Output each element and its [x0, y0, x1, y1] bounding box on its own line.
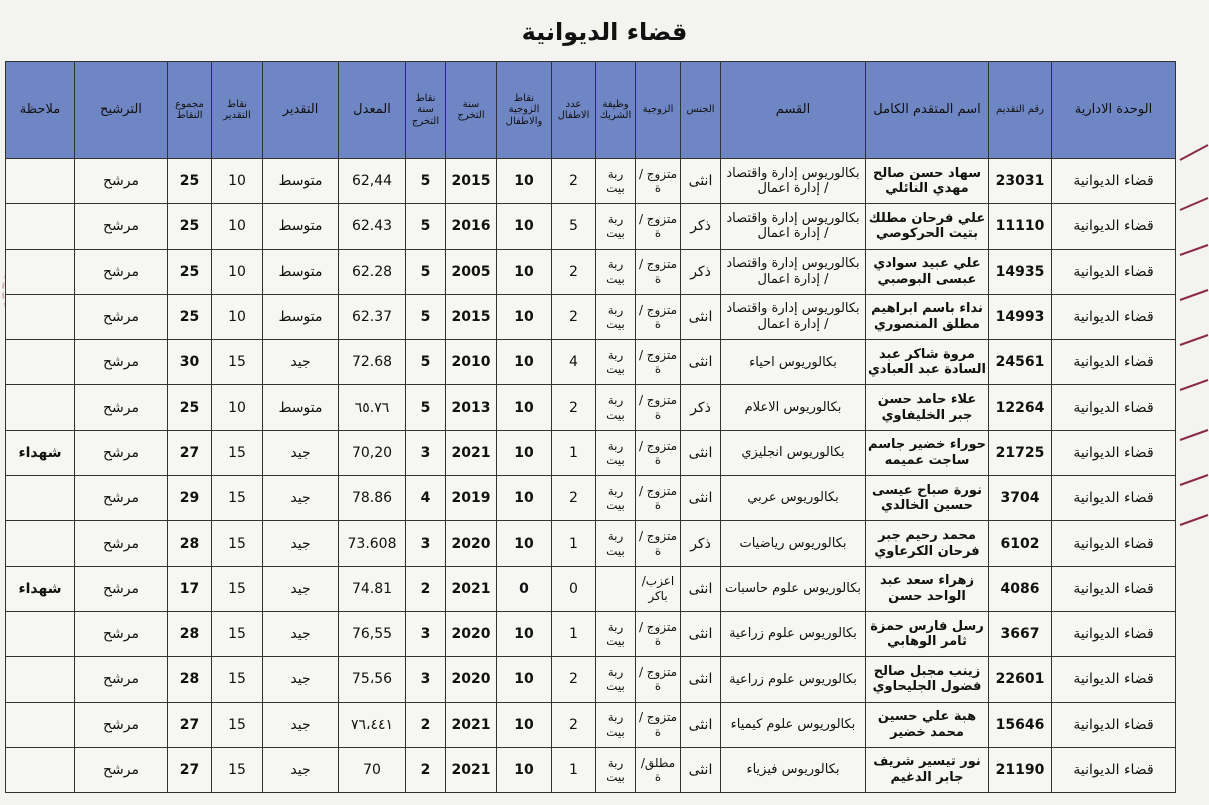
cell-note	[6, 747, 75, 792]
table-row	[6, 657, 1176, 702]
cell-note: شهداء	[6, 430, 75, 475]
cell-grade: متوسط	[263, 385, 339, 430]
cell-grad-year: 2020	[446, 657, 497, 702]
cell-nomination: مرشح	[75, 702, 168, 747]
cell-children: 1	[552, 747, 596, 792]
cell-gender: ذكر	[681, 385, 721, 430]
cell-children: 2	[552, 294, 596, 339]
table-row	[6, 385, 1176, 430]
cell-nomination: مرشح	[75, 385, 168, 430]
cell-grade: جيد	[263, 521, 339, 566]
cell-children: 2	[552, 702, 596, 747]
cell-spouse-children-points: 10	[497, 611, 552, 656]
cell-marital: مطلق/ ة	[636, 747, 681, 792]
cell-marital: متزوج /ة	[636, 249, 681, 294]
cell-marital: متزوج /ة	[636, 611, 681, 656]
cell-total-points: 27	[168, 430, 212, 475]
table-row	[6, 249, 1176, 294]
cell-gender: ذكر	[681, 521, 721, 566]
cell-nomination: مرشح	[75, 747, 168, 792]
cell-grad-year-points: 3	[406, 430, 446, 475]
cell-children: 5	[552, 204, 596, 249]
cell-app-no: 12264	[989, 385, 1052, 430]
cell-unit: قضاء الديوانية	[1052, 566, 1176, 611]
cell-grad-year: 2021	[446, 702, 497, 747]
cell-marital: متزوج /ة	[636, 430, 681, 475]
cell-grade: متوسط	[263, 249, 339, 294]
cell-gender: انثى	[681, 430, 721, 475]
cell-children: 2	[552, 657, 596, 702]
cell-marital: متزوج /ة	[636, 476, 681, 521]
cell-unit: قضاء الديوانية	[1052, 476, 1176, 521]
cell-grad-year-points: 3	[406, 657, 446, 702]
col-header-grad-year-points: نقاط سنة التخرج	[406, 62, 446, 159]
cell-grade-points: 10	[212, 159, 263, 204]
table-row	[6, 476, 1176, 521]
cell-grad-year-points: 4	[406, 476, 446, 521]
cell-dept: بكالوريوس احياء	[721, 340, 866, 385]
cell-grade-points: 10	[212, 294, 263, 339]
cell-app-no: 3704	[989, 476, 1052, 521]
cell-grad-year: 2021	[446, 430, 497, 475]
cell-app-no: 24561	[989, 340, 1052, 385]
cell-gender: انثى	[681, 159, 721, 204]
cell-grad-year-points: 5	[406, 204, 446, 249]
cell-gender: انثى	[681, 702, 721, 747]
cell-note	[6, 702, 75, 747]
cell-gender: انثى	[681, 657, 721, 702]
cell-children: 2	[552, 385, 596, 430]
col-header-note: ملاحظة	[6, 62, 75, 159]
cell-name: محمد رحيم جبر فرحان الكرعاوي	[866, 521, 989, 566]
cell-grade: جيد	[263, 657, 339, 702]
cell-gender: انثى	[681, 294, 721, 339]
cell-spouse-children-points: 10	[497, 340, 552, 385]
cell-app-no: 22601	[989, 657, 1052, 702]
cell-children: 1	[552, 521, 596, 566]
cell-nomination: مرشح	[75, 159, 168, 204]
cell-spouse-job: ربة بيت	[596, 702, 636, 747]
cell-spouse-job: ربة بيت	[596, 476, 636, 521]
cell-grade-points: 15	[212, 476, 263, 521]
col-header-marital: الزوجية	[636, 62, 681, 159]
cell-name: هبة علي حسين محمد خضير	[866, 702, 989, 747]
cell-total-points: 17	[168, 566, 212, 611]
cell-name: علي عبيد سوادي عبسى البوصبي	[866, 249, 989, 294]
cell-name: نداء باسم ابراهيم مطلق المنصوري	[866, 294, 989, 339]
cell-spouse-children-points: 10	[497, 521, 552, 566]
cell-marital: متزوج /ة	[636, 385, 681, 430]
cell-grad-year: 2019	[446, 476, 497, 521]
cell-name: سهاد حسن صالح مهدي النائلي	[866, 159, 989, 204]
col-header-name: اسم المتقدم الكامل	[866, 62, 989, 159]
cell-total-points: 28	[168, 657, 212, 702]
cell-grad-year-points: 2	[406, 747, 446, 792]
cell-average: ٧٦،٤٤١	[339, 702, 406, 747]
cell-nomination: مرشح	[75, 294, 168, 339]
col-header-spouse-job: وظيفة الشريك	[596, 62, 636, 159]
cell-grade: متوسط	[263, 294, 339, 339]
cell-grade: جيد	[263, 566, 339, 611]
cell-grad-year: 2016	[446, 204, 497, 249]
cell-note	[6, 657, 75, 702]
cell-unit: قضاء الديوانية	[1052, 747, 1176, 792]
cell-note: شهداء	[6, 566, 75, 611]
cell-note	[6, 340, 75, 385]
cell-grad-year-points: 5	[406, 294, 446, 339]
cell-spouse-children-points: 10	[497, 294, 552, 339]
cell-name: زينب مجبل صالح فضول الجليحاوي	[866, 657, 989, 702]
cell-children: 2	[552, 476, 596, 521]
col-header-spouse-children-points: نقاط الزوجية والاطفال	[497, 62, 552, 159]
cell-dept: بكالوريوس فيزياء	[721, 747, 866, 792]
cell-total-points: 28	[168, 611, 212, 656]
cell-spouse-job: ربة بيت	[596, 430, 636, 475]
cell-marital: متزوج /ة	[636, 702, 681, 747]
cell-spouse-children-points: 10	[497, 702, 552, 747]
cell-marital: اعزب/ باكر	[636, 566, 681, 611]
cell-marital: متزوج /ة	[636, 294, 681, 339]
cell-dept: بكالوريوس إدارة واقتصاد / إدارة اعمال	[721, 204, 866, 249]
cell-dept: بكالوريوس إدارة واقتصاد / إدارة اعمال	[721, 294, 866, 339]
cell-app-no: 23031	[989, 159, 1052, 204]
cell-dept: بكالوريوس الاعلام	[721, 385, 866, 430]
cell-gender: انثى	[681, 476, 721, 521]
cell-grad-year: 2010	[446, 340, 497, 385]
cell-dept: بكالوريوس إدارة واقتصاد / إدارة اعمال	[721, 249, 866, 294]
cell-grade-points: 10	[212, 249, 263, 294]
cell-total-points: 30	[168, 340, 212, 385]
page-title: قضاء الديوانية	[521, 18, 688, 46]
table-row	[6, 159, 1176, 204]
cell-spouse-job: ربة بيت	[596, 611, 636, 656]
cell-grade: متوسط	[263, 204, 339, 249]
cell-spouse-job: ربة بيت	[596, 747, 636, 792]
cell-gender: انثى	[681, 566, 721, 611]
cell-note	[6, 249, 75, 294]
cell-average: 62,44	[339, 159, 406, 204]
cell-nomination: مرشح	[75, 476, 168, 521]
cell-nomination: مرشح	[75, 430, 168, 475]
cell-grade-points: 15	[212, 566, 263, 611]
cell-spouse-children-points: 10	[497, 159, 552, 204]
cell-nomination: مرشح	[75, 657, 168, 702]
cell-name: نورة صباح عيسى حسين الخالدي	[866, 476, 989, 521]
cell-spouse-children-points: 10	[497, 204, 552, 249]
cell-spouse-job: ربة بيت	[596, 294, 636, 339]
cell-grad-year: 2015	[446, 159, 497, 204]
cell-average: 62.37	[339, 294, 406, 339]
col-header-dept: القسم	[721, 62, 866, 159]
cell-grade-points: 10	[212, 204, 263, 249]
cell-note	[6, 521, 75, 566]
cell-name: علاء حامد حسن جبر الخليفاوي	[866, 385, 989, 430]
cell-grad-year-points: 2	[406, 702, 446, 747]
cell-name: مروة شاكر عبد السادة عبد العبادي	[866, 340, 989, 385]
cell-dept: بكالوريوس انجليزي	[721, 430, 866, 475]
cell-app-no: 11110	[989, 204, 1052, 249]
cell-unit: قضاء الديوانية	[1052, 657, 1176, 702]
cell-nomination: مرشح	[75, 521, 168, 566]
cell-average: 62.28	[339, 249, 406, 294]
cell-grade-points: 15	[212, 657, 263, 702]
cell-marital: متزوج /ة	[636, 340, 681, 385]
cell-grad-year-points: 5	[406, 249, 446, 294]
cell-spouse-job: ربة بيت	[596, 249, 636, 294]
cell-marital: متزوج /ة	[636, 204, 681, 249]
cell-name: علي فرحان مطلك بتيت الحركوصي	[866, 204, 989, 249]
cell-name: حوراء خضير جاسم ساجت عميمه	[866, 430, 989, 475]
cell-grad-year: 2021	[446, 566, 497, 611]
cell-app-no: 21725	[989, 430, 1052, 475]
candidates-table	[5, 61, 1176, 793]
cell-total-points: 25	[168, 204, 212, 249]
col-header-grade-points: نقاط التقدير	[212, 62, 263, 159]
cell-marital: متزوج /ة	[636, 159, 681, 204]
cell-total-points: 27	[168, 747, 212, 792]
cell-spouse-children-points: 10	[497, 430, 552, 475]
cell-dept: بكالوريوس علوم زراعية	[721, 657, 866, 702]
cell-unit: قضاء الديوانية	[1052, 294, 1176, 339]
cell-spouse-children-points: 0	[497, 566, 552, 611]
cell-unit: قضاء الديوانية	[1052, 385, 1176, 430]
cell-spouse-job: ربة بيت	[596, 657, 636, 702]
table-row	[6, 430, 1176, 475]
cell-dept: بكالوريوس عربي	[721, 476, 866, 521]
cell-grade-points: 15	[212, 340, 263, 385]
table-row	[6, 611, 1176, 656]
cell-spouse-children-points: 10	[497, 385, 552, 430]
table-row	[6, 702, 1176, 747]
cell-grad-year-points: 5	[406, 340, 446, 385]
table-row	[6, 294, 1176, 339]
cell-nomination: مرشح	[75, 611, 168, 656]
cell-children: 1	[552, 430, 596, 475]
col-header-grad-year: سنة التخرج	[446, 62, 497, 159]
table-row	[6, 340, 1176, 385]
cell-spouse-children-points: 10	[497, 747, 552, 792]
cell-total-points: 25	[168, 249, 212, 294]
cell-average: 70	[339, 747, 406, 792]
cell-spouse-children-points: 10	[497, 476, 552, 521]
cell-grade: متوسط	[263, 159, 339, 204]
cell-grade-points: 15	[212, 521, 263, 566]
cell-name: زهراء سعد عبد الواحد حسن	[866, 566, 989, 611]
cell-children: 0	[552, 566, 596, 611]
cell-grad-year: 2021	[446, 747, 497, 792]
cell-dept: بكالوريوس علوم كيمياء	[721, 702, 866, 747]
cell-spouse-job	[596, 566, 636, 611]
cell-average: 70,20	[339, 430, 406, 475]
cell-app-no: 6102	[989, 521, 1052, 566]
cell-dept: بكالوريوس علوم حاسبات	[721, 566, 866, 611]
cell-spouse-job: ربة بيت	[596, 385, 636, 430]
col-header-children: عدد الاطفال	[552, 62, 596, 159]
cell-dept: بكالوريوس رياضيات	[721, 521, 866, 566]
cell-name: نور تيسير شريف جابر الدغيم	[866, 747, 989, 792]
cell-average: 73.608	[339, 521, 406, 566]
cell-unit: قضاء الديوانية	[1052, 430, 1176, 475]
cell-nomination: مرشح	[75, 566, 168, 611]
col-header-unit: الوحدة الادارية	[1052, 62, 1176, 159]
cell-total-points: 28	[168, 521, 212, 566]
cell-gender: انثى	[681, 611, 721, 656]
cell-children: 4	[552, 340, 596, 385]
cell-unit: قضاء الديوانية	[1052, 204, 1176, 249]
cell-children: 2	[552, 159, 596, 204]
cell-unit: قضاء الديوانية	[1052, 702, 1176, 747]
cell-grade: جيد	[263, 430, 339, 475]
cell-grade-points: 15	[212, 747, 263, 792]
cell-note	[6, 204, 75, 249]
cell-total-points: 29	[168, 476, 212, 521]
cell-note	[6, 385, 75, 430]
cell-spouse-job: ربة بيت	[596, 521, 636, 566]
cell-spouse-job: ربة بيت	[596, 159, 636, 204]
cell-average: 78.86	[339, 476, 406, 521]
cell-note	[6, 611, 75, 656]
cell-spouse-job: ربة بيت	[596, 340, 636, 385]
header-row	[6, 62, 1176, 159]
cell-nomination: مرشح	[75, 204, 168, 249]
cell-spouse-children-points: 10	[497, 249, 552, 294]
cell-total-points: 27	[168, 702, 212, 747]
cell-total-points: 25	[168, 385, 212, 430]
cell-note	[6, 476, 75, 521]
cell-unit: قضاء الديوانية	[1052, 521, 1176, 566]
cell-grade-points: 10	[212, 385, 263, 430]
cell-grad-year: 2005	[446, 249, 497, 294]
cell-grad-year-points: 2	[406, 566, 446, 611]
cell-grade-points: 15	[212, 611, 263, 656]
cell-gender: انثى	[681, 340, 721, 385]
table-row	[6, 747, 1176, 792]
cell-average: ٦٥.٧٦	[339, 385, 406, 430]
cell-average: 75،56	[339, 657, 406, 702]
cell-unit: قضاء الديوانية	[1052, 249, 1176, 294]
cell-grade: جيد	[263, 702, 339, 747]
cell-unit: قضاء الديوانية	[1052, 611, 1176, 656]
cell-gender: انثى	[681, 747, 721, 792]
cell-gender: ذكر	[681, 204, 721, 249]
cell-grad-year-points: 3	[406, 521, 446, 566]
cell-grad-year-points: 5	[406, 385, 446, 430]
cell-app-no: 14993	[989, 294, 1052, 339]
cell-grad-year-points: 5	[406, 159, 446, 204]
cell-grade: جيد	[263, 476, 339, 521]
cell-unit: قضاء الديوانية	[1052, 159, 1176, 204]
cell-spouse-children-points: 10	[497, 657, 552, 702]
col-header-total-points: مجموع النقاط	[168, 62, 212, 159]
table-row	[6, 566, 1176, 611]
cell-grade: جيد	[263, 747, 339, 792]
cell-unit: قضاء الديوانية	[1052, 340, 1176, 385]
cell-app-no: 21190	[989, 747, 1052, 792]
cell-app-no: 14935	[989, 249, 1052, 294]
cell-grad-year: 2020	[446, 611, 497, 656]
cell-grade: جيد	[263, 611, 339, 656]
cell-note	[6, 159, 75, 204]
cell-average: 74.81	[339, 566, 406, 611]
cell-app-no: 15646	[989, 702, 1052, 747]
cell-grade-points: 15	[212, 430, 263, 475]
cell-average: 72.68	[339, 340, 406, 385]
col-header-app-no: رقم التقديم	[989, 62, 1052, 159]
cell-children: 1	[552, 611, 596, 656]
table-row	[6, 204, 1176, 249]
cell-grad-year: 2013	[446, 385, 497, 430]
cell-grad-year-points: 3	[406, 611, 446, 656]
cell-children: 2	[552, 249, 596, 294]
cell-marital: متزوج /ة	[636, 521, 681, 566]
table-row	[6, 521, 1176, 566]
col-header-average: المعدل	[339, 62, 406, 159]
cell-nomination: مرشح	[75, 249, 168, 294]
col-header-grade: التقدير	[263, 62, 339, 159]
cell-name: رسل فارس حمزة ثامر الوهابي	[866, 611, 989, 656]
cell-gender: ذكر	[681, 249, 721, 294]
cell-spouse-job: ربة بيت	[596, 204, 636, 249]
cell-dept: بكالوريوس علوم زراعية	[721, 611, 866, 656]
cell-app-no: 4086	[989, 566, 1052, 611]
col-header-gender: الجنس	[681, 62, 721, 159]
cell-marital: متزوج /ة	[636, 657, 681, 702]
cell-app-no: 3667	[989, 611, 1052, 656]
cell-note	[6, 294, 75, 339]
cell-average: 62.43	[339, 204, 406, 249]
cell-nomination: مرشح	[75, 340, 168, 385]
col-header-nomination: الترشيح	[75, 62, 168, 159]
cell-dept: بكالوريوس إدارة واقتصاد / إدارة اعمال	[721, 159, 866, 204]
cell-grad-year: 2015	[446, 294, 497, 339]
cell-average: 76,55	[339, 611, 406, 656]
cell-grade-points: 15	[212, 702, 263, 747]
cell-grade: جيد	[263, 340, 339, 385]
cell-grad-year: 2020	[446, 521, 497, 566]
cell-total-points: 25	[168, 159, 212, 204]
cell-total-points: 25	[168, 294, 212, 339]
